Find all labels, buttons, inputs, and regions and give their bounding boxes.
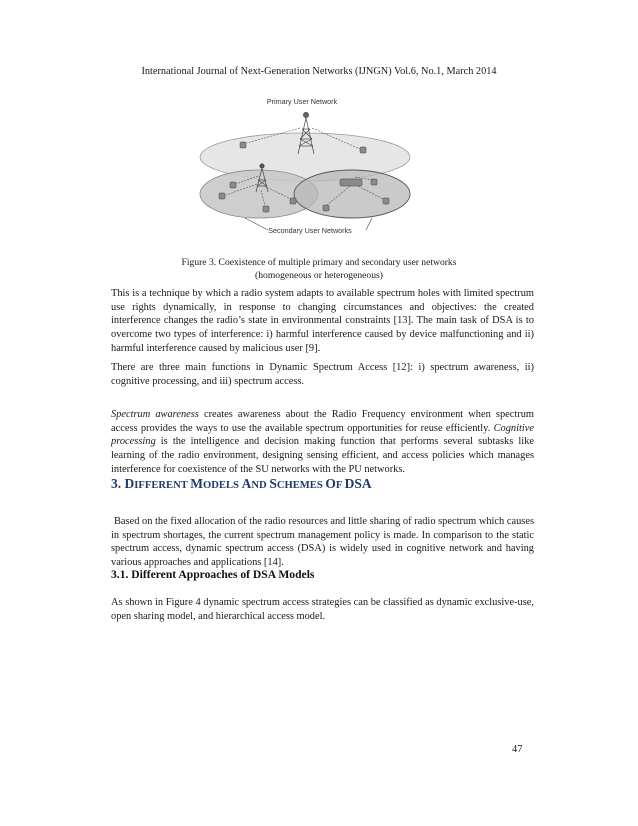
- paragraph-dsa-technique: This is a technique by which a radio system adapts to available spectrum holes with limited spectrum use rights dynamically, in response to changing circumstances and objectives: the created interference changes the radio’s state in environmental constraints [13]. The main task of DSA is to overcome two types of interference: i) harmful interference caused by device malfunctioning and ii) harmful interference caused by malicious user [9].: [111, 288, 534, 354]
- paragraph-dsa-strategies: As shown in Figure 4 dynamic spectrum access strategies can be classified as dynamic exclusive-use, open sharing model, and hierarchical access model.: [111, 597, 534, 622]
- section-3-title-part: M: [190, 476, 204, 491]
- section-3-title-part: A: [241, 476, 252, 491]
- primary-network-label: Primary User Network: [266, 97, 338, 106]
- section-3-heading: [111, 476, 372, 492]
- section-3-title-part: IFFERENT: [134, 480, 191, 491]
- figure-caption: [0, 256, 638, 282]
- section-3-title-part: DSA: [344, 476, 372, 491]
- figure-caption-line1: Figure 3. Coexistence of multiple primary and secondary user networks: [181, 257, 457, 268]
- page-number: 47: [512, 744, 523, 755]
- secondary-networks-label: Secondary User Networks: [268, 226, 352, 235]
- section-3-title-part: ODELS: [203, 480, 242, 491]
- section-3-number: 3.: [111, 476, 125, 491]
- section-3-title-part: CHEMES: [276, 480, 326, 491]
- term-cognitive-processing: Cognitive processing: [111, 422, 534, 448]
- section-3-title-part: O: [325, 476, 336, 491]
- paragraph-spectrum-awareness-text2: is the intelligence and decision making function that performs several subtasks like learning of the radio environment, designing sensing efficient, and access policies which manages interference for coexistence of the SU networks with the PU networks.: [111, 436, 534, 475]
- running-head: International Journal of Next-Generation Networks (IJNGN) Vol.6, No.1, March 2014: [141, 66, 497, 77]
- paragraph-spectrum-awareness: [111, 408, 534, 477]
- section-3-title-part: ND: [251, 480, 270, 491]
- paragraph-dsa-functions: There are three main functions in Dynamic Spectrum Access [12]: i) spectrum awareness, ii) cognitive processing, and iii) spectrum access.: [111, 362, 534, 387]
- section-3-title-part: F: [335, 480, 345, 491]
- paragraph-spectrum-awareness-text1: creates awareness about the Radio Frequency environment when spectrum access provides the ways to use the available spectrum opportunities for reuse efficiently.: [111, 409, 535, 434]
- section-3-title-part: S: [269, 476, 277, 491]
- figure-caption-line2: (homogeneous or heterogeneous): [255, 270, 383, 281]
- section-3-1-heading: 3.1. Different Approaches of DSA Models: [111, 568, 315, 581]
- paragraph-spectrum-policy: Based on the fixed allocation of the radio resources and little sharing of radio spectrum which causes in spectrum shortages, the current spectrum management policy is made. In comparison to the static spectrum access, dynamic spectrum access (DSA) is widely used in cognitive network and having various approaches and applications [14].: [111, 516, 534, 569]
- figure-network-diagram: [190, 94, 420, 244]
- section-3-title-part: D: [124, 476, 135, 491]
- term-spectrum-awareness: Spectrum awareness: [111, 409, 199, 420]
- secondary-network-right: [294, 170, 410, 218]
